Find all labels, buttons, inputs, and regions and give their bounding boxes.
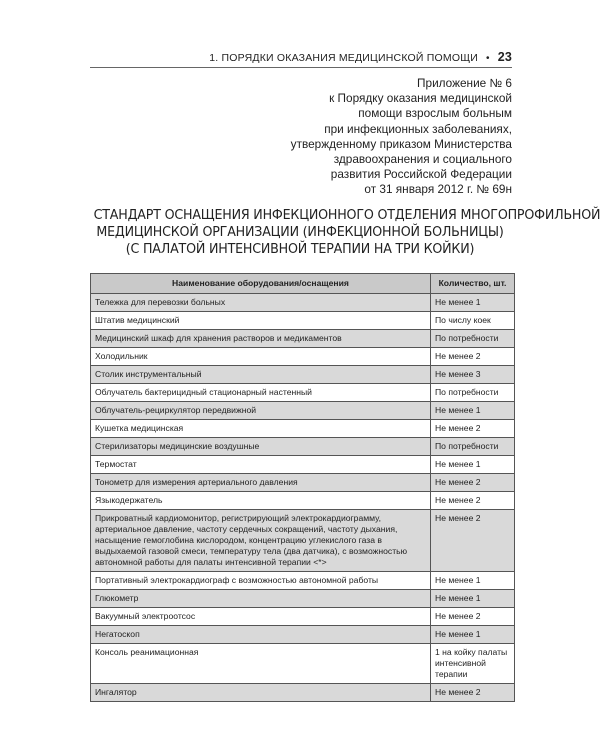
table-row [91, 456, 515, 474]
equipment-name-cell: Негатоскоп [91, 626, 431, 644]
table-body [91, 294, 515, 702]
table-row [91, 492, 515, 510]
equipment-name-cell: Портативный электрокардиограф с возможностью автономной работы [91, 572, 431, 590]
equipment-name-cell: Тонометр для измерения артериального давления [91, 474, 431, 492]
table-row [91, 438, 515, 456]
quantity-cell: Не менее 3 [431, 366, 515, 384]
table-row [91, 626, 515, 644]
appendix-line: Приложение № 6 [417, 76, 512, 90]
quantity-cell: Не менее 2 [431, 608, 515, 626]
appendix-line: здравоохранения и социального [333, 152, 512, 167]
table-row [91, 474, 515, 492]
appendix-line: помощи взрослым больным [358, 106, 512, 121]
appendix-line: утвержденному приказом Министерства [290, 136, 512, 151]
equipment-name-cell: Облучатель бактерицидный стационарный настенный [91, 384, 431, 402]
quantity-cell: Не менее 2 [431, 420, 515, 438]
bullet-separator: • [485, 53, 490, 64]
running-head-section: 1. ПОРЯДКИ ОКАЗАНИЯ МЕДИЦИНСКОЙ ПОМОЩИ [209, 52, 478, 64]
quantity-cell: Не менее 1 [431, 456, 515, 474]
equipment-name-cell: Медицинский шкаф для хранения растворов и медикаментов [91, 330, 431, 348]
quantity-cell: По потребности [431, 330, 515, 348]
table-row [91, 590, 515, 608]
table-row [91, 384, 515, 402]
quantity-cell: По потребности [431, 384, 515, 402]
equipment-name-cell: Кушетка медицинская [91, 420, 431, 438]
header-quantity: Количество, шт. [431, 274, 515, 294]
appendix-line: при инфекционных заболеваниях, [324, 121, 512, 136]
quantity-cell: 1 на койку палаты интенсивной терапии [431, 644, 515, 684]
table-row [91, 420, 515, 438]
quantity-cell: По числу коек [431, 312, 515, 330]
table-row [91, 330, 515, 348]
document-title [93, 207, 600, 258]
quantity-cell: Не менее 2 [431, 510, 515, 572]
quantity-cell: Не менее 1 [431, 402, 515, 420]
appendix-note [272, 76, 512, 198]
title-line: СТАНДАРТ ОСНАЩЕНИЯ ИНФЕКЦИОННОГО ОТДЕЛЕНИЯ МНОГОПРОФИЛЬНОЙ [93, 208, 600, 223]
title-line: МЕДИЦИНСКОЙ ОРГАНИЗАЦИИ (ИНФЕКЦИОННОЙ БОЛЬНИЦЫ) [96, 225, 504, 240]
running-head [90, 44, 512, 68]
appendix-line: от 31 января 2012 г. № 69н [364, 182, 512, 197]
equipment-name-cell: Ингалятор [91, 684, 431, 702]
table-row [91, 402, 515, 420]
header-equipment-name: Наименование оборудования/оснащения [91, 274, 431, 294]
table-row [91, 294, 515, 312]
title-line: (С ПАЛАТОЙ ИНТЕНСИВНОЙ ТЕРАПИИ НА ТРИ КОЙКИ) [125, 242, 475, 257]
table-row [91, 684, 515, 702]
equipment-name-cell: Облучатель-рециркулятор передвижной [91, 402, 431, 420]
equipment-name-cell: Вакуумный электроотсос [91, 608, 431, 626]
equipment-name-cell: Столик инструментальный [91, 366, 431, 384]
table-row [91, 644, 515, 684]
quantity-cell: Не менее 1 [431, 590, 515, 608]
quantity-cell: Не менее 1 [431, 294, 515, 312]
page-number: 23 [497, 50, 512, 64]
quantity-cell: Не менее 2 [431, 684, 515, 702]
equipment-name-cell: Тележка для перевозки больных [91, 294, 431, 312]
equipment-name-cell: Стерилизаторы медицинские воздушные [91, 438, 431, 456]
quantity-cell: Не менее 2 [431, 492, 515, 510]
table-row [91, 510, 515, 572]
table-row [91, 572, 515, 590]
quantity-cell: Не менее 2 [431, 348, 515, 366]
quantity-cell: Не менее 1 [431, 572, 515, 590]
equipment-name-cell: Термостат [91, 456, 431, 474]
table-header-row [91, 274, 515, 294]
appendix-line: развития Российской Федерации [330, 167, 512, 182]
equipment-name-cell: Консоль реанимационная [91, 644, 431, 684]
table-row [91, 348, 515, 366]
equipment-name-cell: Штатив медицинский [91, 312, 431, 330]
equipment-name-cell: Глюкометр [91, 590, 431, 608]
table-row [91, 366, 515, 384]
quantity-cell: По потребности [431, 438, 515, 456]
appendix-line: к Порядку оказания медицинской [329, 91, 512, 106]
quantity-cell: Не менее 2 [431, 474, 515, 492]
equipment-name-cell: Прикроватный кардиомонитор, регистрирующий электрокардиограмму, артериальное давление, частоту сердечных сокращений, частоту дыхания, насыщение гемоглобина кислородом, концентрацию углекислого газа в выдыхаемой газовой смеси, температуру тела (два датчика), с возможностью автономной работы для палаты интенсивной терапии <*> [91, 510, 431, 572]
equipment-name-cell: Языкодержатель [91, 492, 431, 510]
equipment-table [90, 273, 515, 702]
table-row [91, 608, 515, 626]
quantity-cell: Не менее 1 [431, 626, 515, 644]
equipment-name-cell: Холодильник [91, 348, 431, 366]
table-row [91, 312, 515, 330]
